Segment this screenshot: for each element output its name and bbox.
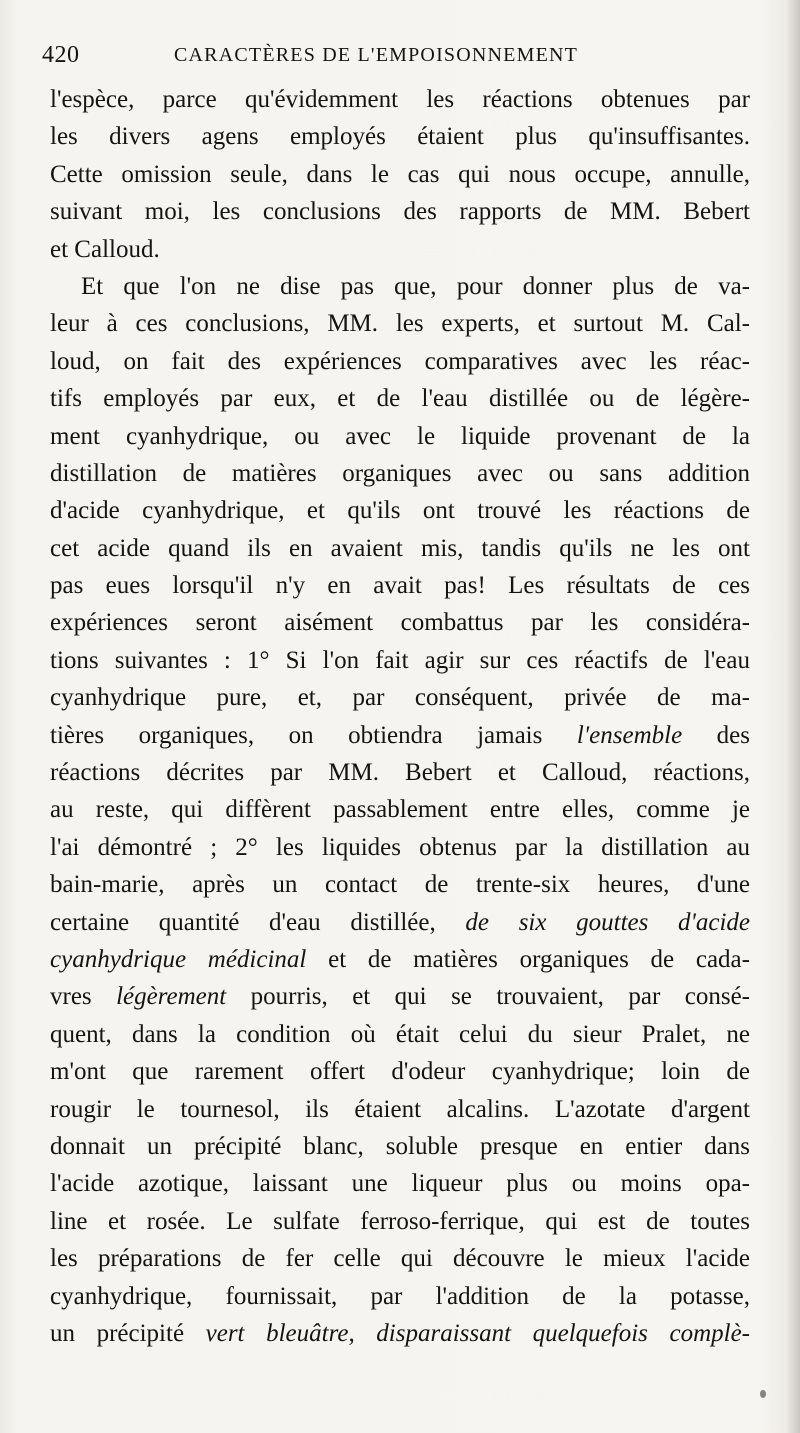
text-line: cet acide quand ils en avaient mis, tandis qu'ils ne les ont: [50, 534, 750, 562]
text-line: suivant moi, les conclusions des rapports de MM. Bebert: [50, 198, 750, 226]
text-line: ment cyanhydrique, ou avec le liquide provenant de la: [50, 422, 750, 450]
text-line: Cette omission seule, dans le cas qui nous occupe, annulle,: [50, 160, 750, 188]
text-line: m'ont que rarement offert d'odeur cyanhydrique; loin de: [50, 1058, 750, 1086]
text-line: tions suivantes : 1° Si l'on fait agir sur ces réactifs de l'eau: [50, 646, 750, 674]
text-line: tières organiques, on obtiendra jamais l'ensemble des: [50, 721, 751, 749]
text-line: un précipité vert bleuâtre, disparaissant quelquefois complè-: [50, 1319, 750, 1347]
text-line: pas eues lorsqu'il n'y en avait pas! Les résultats de ces: [50, 572, 750, 600]
text-line-paragraph-start: Et que l'on ne dise pas que, pour donner plus de va-: [81, 272, 750, 300]
text-line: et Calloud.: [50, 235, 160, 263]
text-line: cyanhydrique, fournissait, par l'addition de la potasse,: [50, 1282, 750, 1310]
text-line: l'espèce, parce qu'évidemment les réactions obtenues par: [50, 86, 750, 113]
text-line: loud, on fait des expériences comparatives avec les réac-: [50, 347, 750, 375]
text-line: certaine quantité d'eau distillée, de six gouttes d'acide: [50, 908, 750, 936]
italic-text: légèrement: [116, 983, 227, 1011]
italic-text: de six gouttes d'acide: [465, 908, 750, 936]
text-line: bain-marie, après un contact de trente-six heures, d'une: [50, 871, 750, 899]
text-line: leur à ces conclusions, MM. les experts, et surtout M. Cal-: [50, 310, 750, 338]
ink-fleck: [760, 1390, 766, 1398]
text-line: cyanhydrique médicinal et de matières organiques de cada-: [50, 945, 750, 973]
text-line: au reste, qui diffèrent passablement entre elles, comme je: [50, 796, 750, 824]
text-line: tifs employés par eux, et de l'eau distillée ou de légère-: [50, 385, 750, 413]
text-line: line et rosée. Le sulfate ferroso-ferrique, qui est de toutes: [50, 1207, 750, 1235]
italic-text: l'ensemble: [576, 721, 683, 749]
running-head: [42, 42, 762, 76]
text-line: cyanhydrique pure, et, par conséquent, privée de ma-: [50, 684, 750, 712]
page-edge-shadow: [786, 0, 800, 1433]
text-line: expériences seront aisément combattus par les considéra-: [50, 609, 750, 637]
text-line: l'acide azotique, laissant une liqueur plus ou moins opa-: [50, 1170, 750, 1198]
italic-text: vert bleuâtre, disparaissant quelquefois complè-: [205, 1319, 750, 1347]
italic-text: cyanhydrique médicinal: [50, 945, 307, 973]
text-line: l'ai démontré ; 2° les liquides obtenus par la distillation au: [50, 833, 750, 861]
text-line: quent, dans la condition où était celui du sieur Pralet, ne: [50, 1020, 750, 1048]
text-line: réactions décrites par MM. Bebert et Calloud, réactions,: [50, 759, 750, 787]
text-line: distillation de matières organiques avec ou sans addition: [50, 459, 750, 487]
text-line: les divers agens employés étaient plus qu'insuffisantes.: [50, 123, 750, 151]
text-line: rougir le tournesol, ils étaient alcalins. L'azotate d'argent: [50, 1095, 750, 1123]
text-line: vres légèrement pourris, et qui se trouvaient, par consé-: [50, 983, 750, 1011]
body-text: [50, 81, 750, 1352]
running-title: CARACTÈRES DE L'EMPOISONNEMENT: [174, 44, 579, 66]
text-line: d'acide cyanhydrique, et qu'ils ont trouvé les réactions de: [50, 497, 750, 525]
text-line: les préparations de fer celle qui découvre le mieux l'acide: [50, 1245, 750, 1273]
text-line: donnait un précipité blanc, soluble presque en entier dans: [50, 1132, 750, 1160]
page-number: 420: [42, 42, 80, 68]
